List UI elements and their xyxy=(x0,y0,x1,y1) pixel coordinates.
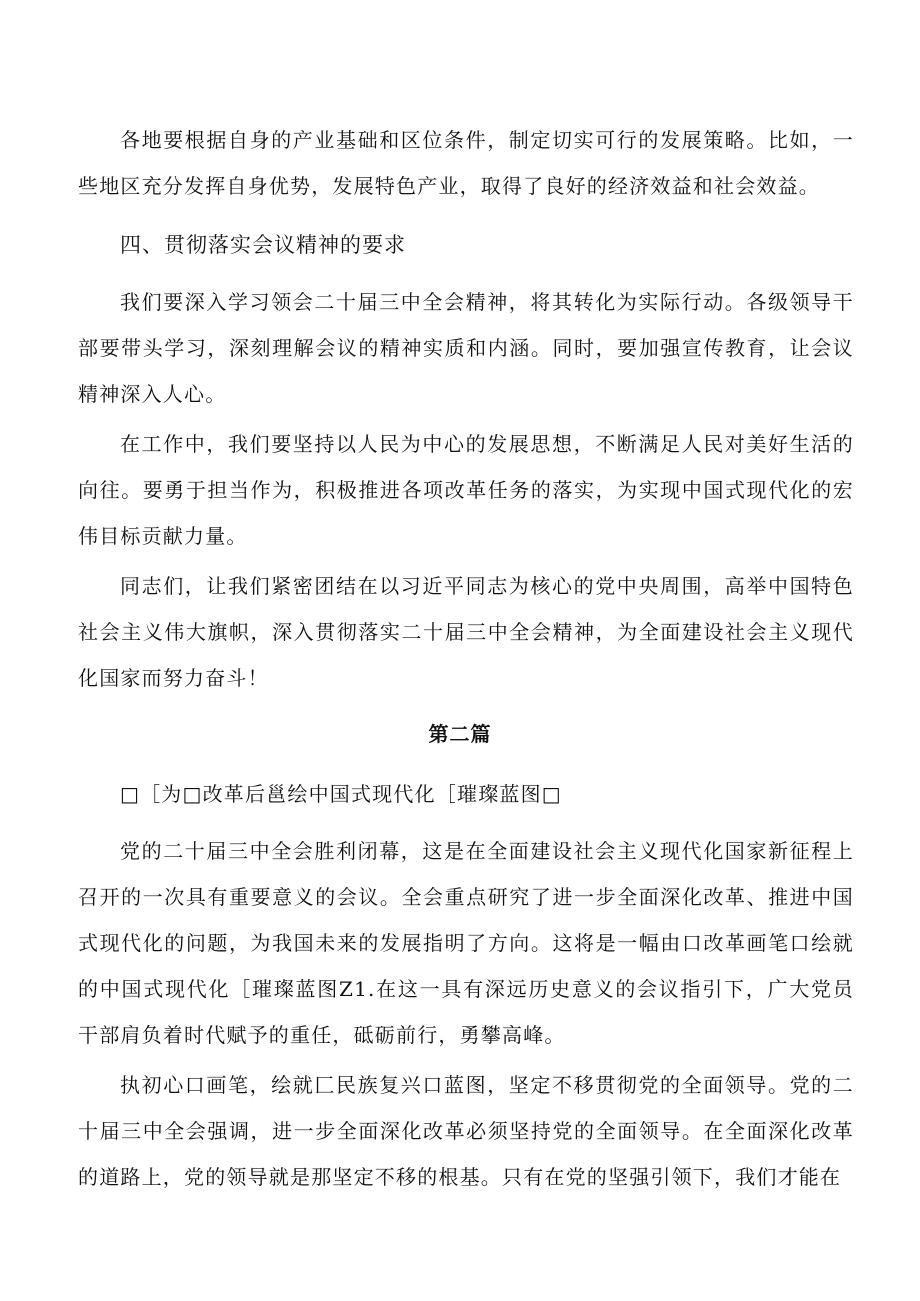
paragraph-closing-call: 同志们，让我们紧密团结在以习近平同志为核心的党中央周围，高举中国特色社会主义伟大旗帜，深入贯彻落实二十届三中全会精神，为全面建设社会主义现代化国家而努力奋斗！ xyxy=(78,574,854,690)
section-title-part-two: 第二篇 xyxy=(428,722,492,746)
paragraph-party-leadership: 执初心口画笔，绘就匚民族复兴口蓝图，坚定不移贯彻党的全面领导。党的二十届三中全会强调，进一步全面深化改革必须坚持党的全面领导。在全面深化改革的道路上，党的领导就是那坚定不移的根基。只有在党的坚强引领下，我们才能在 xyxy=(78,1073,854,1189)
paragraph-regional-strategy: 各地要根据自身的产业基础和区位条件，制定切实可行的发展策略。比如，一些地区充分发挥自身优势，发展特色产业，取得了良好的经济效益和社会效益。 xyxy=(78,128,854,198)
article-subtitle: □［为□改革后邕绘中国式现代化［璀璨蓝图□ xyxy=(120,782,562,806)
paragraph-people-centered: 在工作中，我们要坚持以人民为中心的发展思想，不断满足人民对美好生活的向往。要勇于担当作为，积极推进各项改革任务的落实，为实现中国式现代化的宏伟目标贡献力量。 xyxy=(78,432,854,548)
paragraph-plenary-closing: 党的二十届三中全会胜利闭幕，这是在全面建设社会主义现代化国家新征程上召开的一次具有重要意义的会议。全会重点研究了进一步全面深化改革、推进中国式现代化的问题，为我国未来的发展指明了方向。这将是一幅由口改革画笔口绘就的中国式现代化［璀璨蓝图Z1.在这一具有深远历史意义的会议指引下，广大党员干部肩负着时代赋予的重任，砥砺前行，勇攀高峰。 xyxy=(78,839,854,1047)
paragraph-study-spirit: 我们要深入学习领会二十届三中全会精神，将其转化为实际行动。各级领导干部要带头学习，深刻理解会议的精神实质和内涵。同时，要加强宣传教育，让会议精神深入人心。 xyxy=(78,290,854,406)
heading-implementation-requirements: 四、贯彻落实会议精神的要求 xyxy=(120,233,406,257)
